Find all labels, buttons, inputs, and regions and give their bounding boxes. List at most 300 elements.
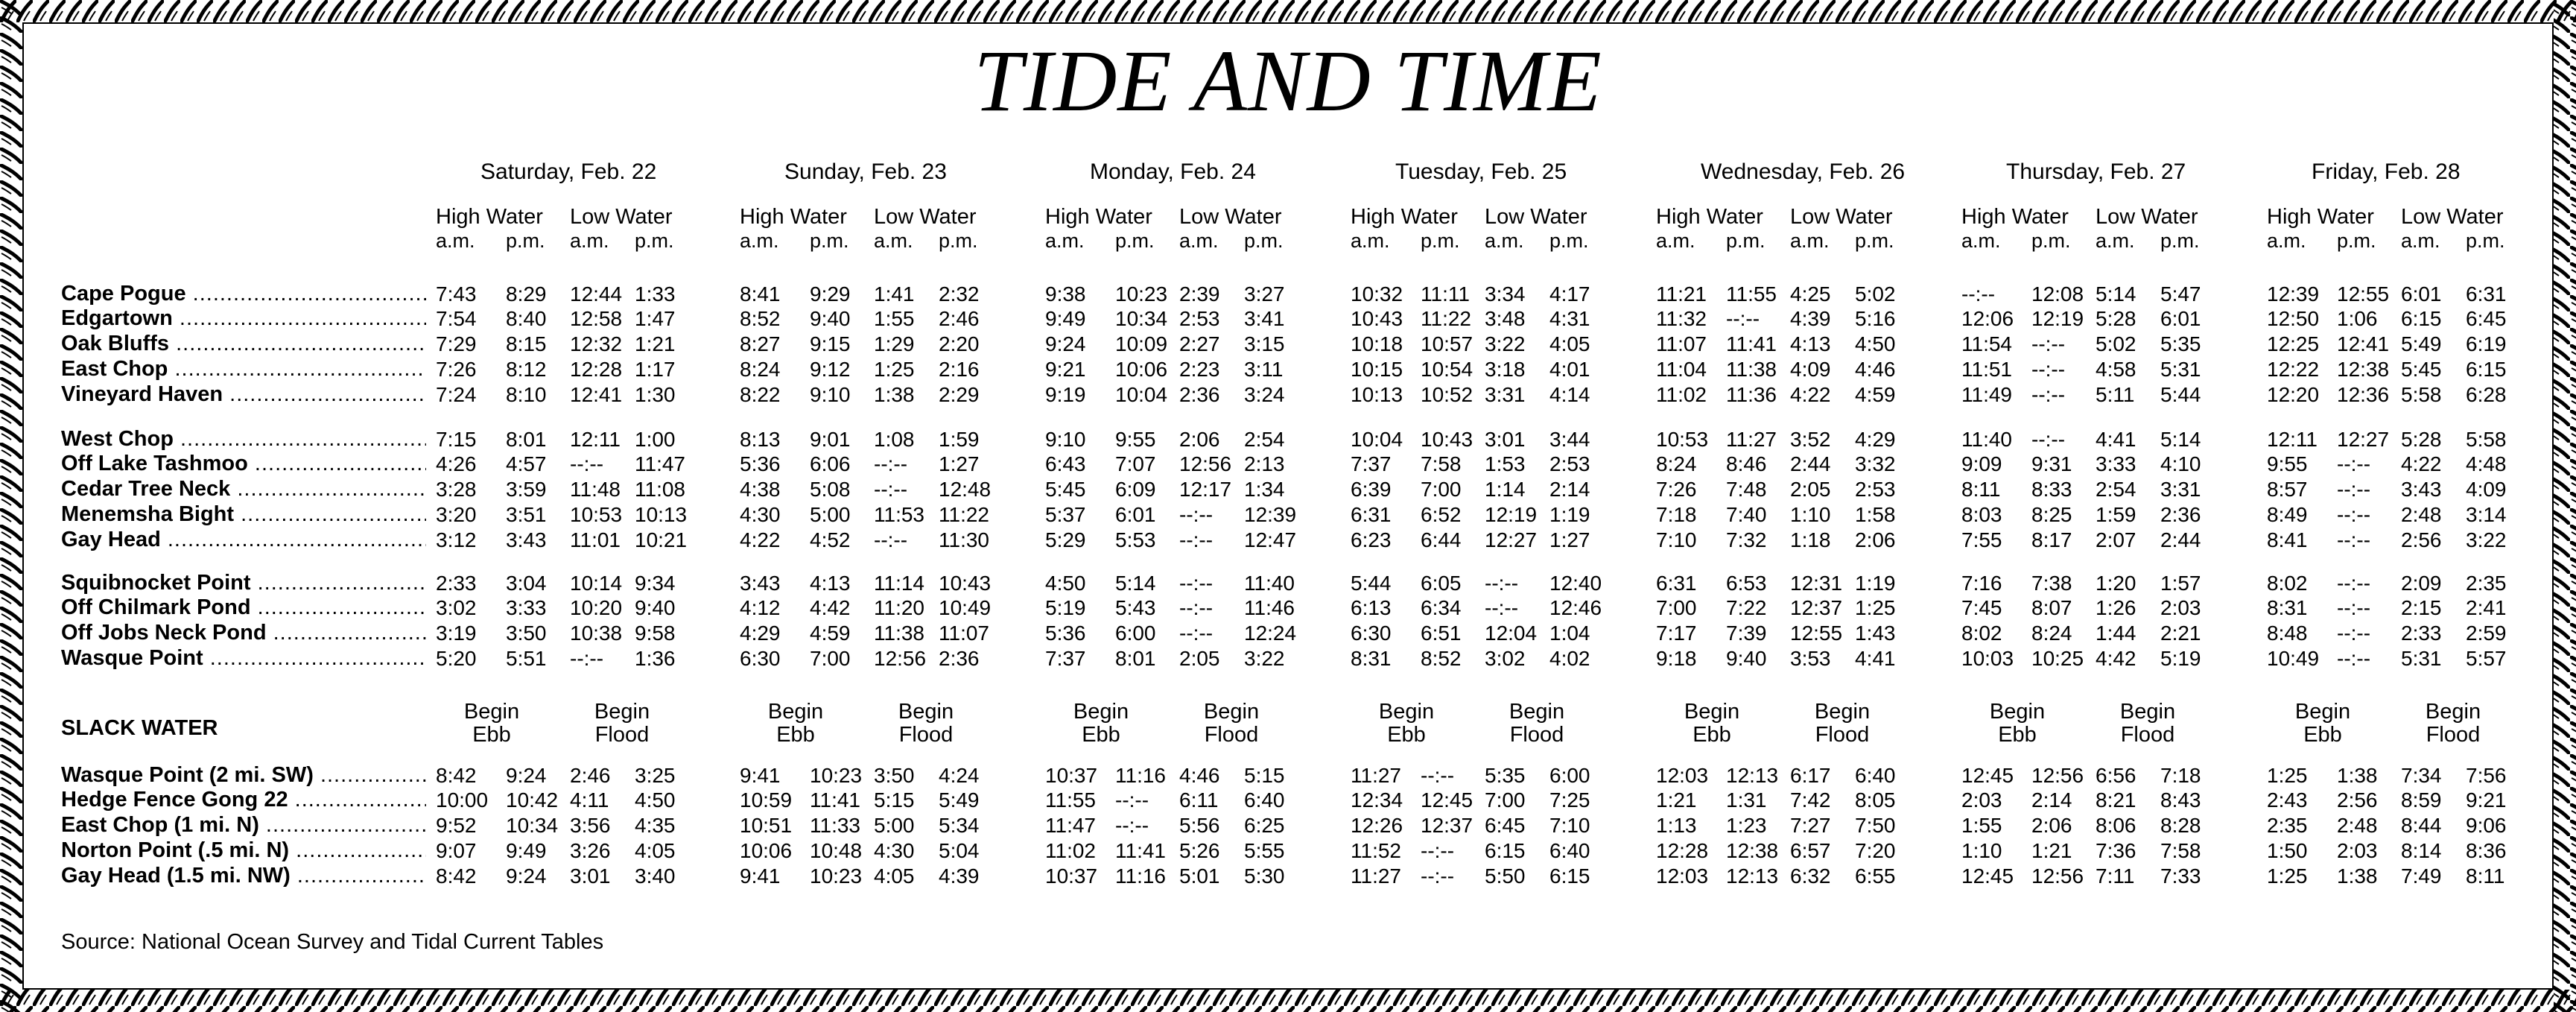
slack-time: 9:41 <box>740 764 781 787</box>
tide-time: 5:36 <box>1045 622 1086 645</box>
location-label: East Chop ..... <box>61 358 426 380</box>
tide-time: --:-- <box>2337 596 2371 619</box>
flood-label: Flood <box>1509 723 1564 747</box>
am-header: a.m. <box>1179 230 1219 252</box>
pm-header: p.m. <box>635 230 674 252</box>
tide-time: 4:14 <box>1549 383 1590 406</box>
slack-time: --:-- <box>1115 788 1149 812</box>
slack-time: 7:10 <box>1549 814 1590 837</box>
slack-time: 6:40 <box>1549 839 1590 862</box>
tide-time: 11:08 <box>635 478 685 501</box>
tide-time: 8:13 <box>740 428 781 451</box>
slack-time: 1:55 <box>1961 814 2002 837</box>
tide-time: --:-- <box>2031 358 2066 381</box>
tide-time: 2:48 <box>2401 503 2442 526</box>
tide-time: 12:44 <box>570 282 623 306</box>
tide-time: 4:13 <box>810 572 851 595</box>
pm-header: p.m. <box>810 230 849 252</box>
tide-time: 5:45 <box>1045 478 1086 501</box>
tide-time: 6:28 <box>2466 383 2507 406</box>
tide-time: 7:43 <box>436 282 477 306</box>
slack-time: 2:14 <box>2031 788 2072 812</box>
tide-time: 11:54 <box>1961 332 2012 355</box>
tide-time: 4:57 <box>506 452 547 475</box>
slack-time: 10:34 <box>506 814 559 837</box>
tide-time: 8:07 <box>2031 596 2072 619</box>
tide-time: 7:24 <box>436 383 477 406</box>
tide-time: 1:47 <box>635 307 676 330</box>
tide-time: 2:53 <box>1549 452 1590 475</box>
tide-time: 12:11 <box>570 428 621 451</box>
pm-header: p.m. <box>1855 230 1894 252</box>
slack-time: 12:37 <box>1421 814 1473 837</box>
tide-time: 4:39 <box>1790 307 1831 330</box>
slack-time: 4:30 <box>874 839 915 862</box>
tide-time: 10:25 <box>2031 647 2084 670</box>
tide-time: 11:48 <box>570 478 621 501</box>
slack-time: 7:50 <box>1855 814 1896 837</box>
tide-time: 7:48 <box>1726 478 1767 501</box>
slack-time: 11:16 <box>1115 764 1166 787</box>
tide-time: 8:33 <box>2031 478 2072 501</box>
tide-time: 12:20 <box>2267 383 2320 406</box>
slack-location-label: East Chop (1 mi. N) ..... <box>61 815 426 836</box>
tide-time: --:-- <box>1485 596 1519 619</box>
tide-time: 2:33 <box>436 572 477 595</box>
tide-time: 8:52 <box>740 307 781 330</box>
pm-header: p.m. <box>2337 230 2376 252</box>
tide-time: 12:11 <box>2267 428 2318 451</box>
tide-time: 6:31 <box>1656 572 1697 595</box>
tide-time: 5:47 <box>2160 282 2201 306</box>
tide-time: 7:15 <box>436 428 477 451</box>
tide-time: 9:40 <box>1726 647 1767 670</box>
am-header: a.m. <box>740 230 779 252</box>
slack-time: 4:05 <box>635 839 676 862</box>
tide-time: 3:19 <box>436 622 477 645</box>
tide-time: 8:57 <box>2267 478 2308 501</box>
begin-ebb-header <box>1965 701 2069 747</box>
tide-time: 6:53 <box>1726 572 1767 595</box>
tide-time: 12:27 <box>1485 528 1538 551</box>
tide-time: 8:03 <box>1961 503 2002 526</box>
tide-time: --:-- <box>2337 503 2371 526</box>
tide-time: 7:00 <box>810 647 851 670</box>
slack-time: 5:00 <box>874 814 915 837</box>
slack-time: 12:13 <box>1726 864 1779 888</box>
tide-time: 3:59 <box>506 478 547 501</box>
tide-time: 6:15 <box>2401 307 2442 330</box>
location-label: Squibnocket Point ..... <box>61 572 426 594</box>
tide-time: 4:26 <box>436 452 477 475</box>
flood-label: Flood <box>1815 723 1870 747</box>
tide-time: 7:16 <box>1961 572 2002 595</box>
tide-time: 6:13 <box>1351 596 1392 619</box>
tide-time: 3:20 <box>436 503 477 526</box>
slack-time: 6:32 <box>1790 864 1831 888</box>
slack-time: 7:56 <box>2466 764 2507 787</box>
tide-time: 9:10 <box>810 383 851 406</box>
tide-time: 5:19 <box>2160 647 2201 670</box>
tide-time: 4:29 <box>740 622 781 645</box>
tide-time: 9:40 <box>635 596 676 619</box>
slack-time: 12:13 <box>1726 764 1779 787</box>
tide-time: --:-- <box>874 528 908 551</box>
am-header: a.m. <box>1961 230 2001 252</box>
slack-time: 10:23 <box>810 764 863 787</box>
slack-time: 7:11 <box>2096 864 2135 888</box>
tide-time: 9:15 <box>810 332 851 355</box>
tide-time: 9:34 <box>635 572 676 595</box>
tide-time: 8:22 <box>740 383 781 406</box>
tide-time: 7:22 <box>1726 596 1767 619</box>
tide-time: 2:56 <box>2401 528 2442 551</box>
slack-time: --:-- <box>1421 764 1455 787</box>
tide-time: 12:08 <box>2031 282 2084 306</box>
ebb-label: Ebb <box>1387 723 1426 747</box>
tide-time: 11:27 <box>1726 428 1777 451</box>
slack-time: --:-- <box>1421 864 1455 888</box>
pm-header: p.m. <box>1244 230 1284 252</box>
tide-time: 10:21 <box>635 528 688 551</box>
tide-time: 2:16 <box>939 358 980 381</box>
slack-time: 12:26 <box>1351 814 1403 837</box>
tide-time: --:-- <box>2337 478 2371 501</box>
tide-time: 11:40 <box>1961 428 2012 451</box>
location-label: Oak Bluffs ..... <box>61 333 426 355</box>
tide-time: 3:28 <box>436 478 477 501</box>
pm-header: p.m. <box>939 230 978 252</box>
tide-time: 1:21 <box>635 332 676 355</box>
tide-time: 9:29 <box>810 282 851 306</box>
tide-time: 10:18 <box>1351 332 1403 355</box>
tide-time: 12:32 <box>570 332 623 355</box>
begin-label: Begin <box>1684 700 1740 724</box>
day-header: Wednesday, Feb. 26 <box>1701 159 1906 184</box>
slack-time: 7:18 <box>2160 764 2201 787</box>
tide-time: 5:49 <box>2401 332 2442 355</box>
tide-time: 2:33 <box>2401 622 2442 645</box>
tide-time: 7:07 <box>1115 452 1156 475</box>
tide-time: 4:59 <box>810 622 851 645</box>
slack-time: 6:40 <box>1244 788 1285 812</box>
tide-time: 3:32 <box>1855 452 1896 475</box>
tide-time: 3:02 <box>1485 647 1526 670</box>
tide-time: 6:39 <box>1351 478 1392 501</box>
tide-time: 10:04 <box>1115 383 1168 406</box>
tide-time: 1:34 <box>1244 478 1285 501</box>
tide-time: 3:01 <box>1485 428 1526 451</box>
slack-time: 5:15 <box>874 788 915 812</box>
location-label: Vineyard Haven ..... <box>61 384 426 405</box>
tide-time: 3:43 <box>506 528 547 551</box>
slack-time: 9:21 <box>2466 788 2507 812</box>
tide-time: 8:02 <box>2267 572 2308 595</box>
slack-time: 6:55 <box>1855 864 1896 888</box>
slack-time: 2:03 <box>2337 839 2378 862</box>
tide-time: 2:53 <box>1179 307 1220 330</box>
slack-location-label: Norton Point (.5 mi. N) ..... <box>61 840 426 861</box>
begin-label: Begin <box>1203 700 1260 724</box>
tide-time: 6:01 <box>1115 503 1156 526</box>
high-water-header: High Water <box>1045 205 1152 229</box>
slack-time: 12:45 <box>1421 788 1473 812</box>
begin-flood-header <box>1485 701 1589 747</box>
begin-flood-header <box>2096 701 2200 747</box>
tide-time: 12:04 <box>1485 622 1538 645</box>
tide-time: 5:14 <box>2160 428 2201 451</box>
tide-time: 4:59 <box>1855 383 1896 406</box>
tide-time: 7:29 <box>436 332 477 355</box>
ebb-label: Ebb <box>1693 723 1731 747</box>
tide-time: 4:09 <box>1790 358 1831 381</box>
slack-time: 2:48 <box>2337 814 2378 837</box>
slack-time: 8:14 <box>2401 839 2442 862</box>
slack-time: 7:33 <box>2160 864 2201 888</box>
begin-flood-header <box>2401 701 2505 747</box>
tide-time: 5:14 <box>2096 282 2136 306</box>
tide-time: 12:47 <box>1244 528 1297 551</box>
tide-time: 11:02 <box>1656 383 1707 406</box>
location-label: Cedar Tree Neck ..... <box>61 478 426 500</box>
tide-time: 6:44 <box>1421 528 1462 551</box>
begin-label: Begin <box>2119 700 2176 724</box>
tide-time: 8:41 <box>2267 528 2308 551</box>
tide-time: --:-- <box>2337 572 2371 595</box>
tide-time: 2:54 <box>1244 428 1285 451</box>
slack-time: 5:30 <box>1244 864 1285 888</box>
slack-time: 10:00 <box>436 788 489 812</box>
flood-label: Flood <box>594 723 650 747</box>
slack-time: 6:00 <box>1549 764 1590 787</box>
tide-time: 2:21 <box>2160 622 2201 645</box>
tide-time: 11:46 <box>1244 596 1295 619</box>
tide-time: 5:02 <box>2096 332 2136 355</box>
tide-time: 12:39 <box>1244 503 1297 526</box>
slack-time: 9:07 <box>436 839 477 862</box>
slack-time: 4:11 <box>570 788 609 812</box>
slack-time: 2:43 <box>2267 788 2308 812</box>
tide-time: 8:24 <box>1656 452 1697 475</box>
slack-time: 11:41 <box>810 788 860 812</box>
begin-ebb-header <box>2271 701 2375 747</box>
tide-time: 10:13 <box>635 503 688 526</box>
ebb-label: Ebb <box>776 723 815 747</box>
tide-time: 3:02 <box>436 596 477 619</box>
tide-time: 6:01 <box>2401 282 2442 306</box>
tide-time: 1:18 <box>1790 528 1831 551</box>
tide-time: 4:25 <box>1790 282 1831 306</box>
slack-time: 11:27 <box>1351 764 1401 787</box>
slack-time: 7:25 <box>1549 788 1590 812</box>
slack-time: 1:13 <box>1656 814 1697 837</box>
am-header: a.m. <box>2267 230 2306 252</box>
tide-time: 3:27 <box>1244 282 1285 306</box>
tide-time: 5:31 <box>2401 647 2442 670</box>
am-header: a.m. <box>2401 230 2440 252</box>
tide-time: 1:27 <box>1549 528 1590 551</box>
begin-label: Begin <box>594 700 650 724</box>
tide-time: 1:55 <box>874 307 915 330</box>
tide-time: --:-- <box>1179 622 1214 645</box>
slack-time: 9:24 <box>506 864 547 888</box>
tide-time: 6:01 <box>2160 307 2201 330</box>
tide-time: 2:07 <box>2096 528 2136 551</box>
tide-time: 5:00 <box>810 503 851 526</box>
tide-time: 9:38 <box>1045 282 1086 306</box>
tide-time: 10:43 <box>939 572 992 595</box>
tide-time: 6:30 <box>740 647 781 670</box>
slack-time: 1:38 <box>2337 864 2378 888</box>
tide-time: 6:15 <box>2466 358 2507 381</box>
tide-time: 2:59 <box>2466 622 2507 645</box>
low-water-header: Low Water <box>874 205 977 229</box>
tide-time: 4:12 <box>740 596 781 619</box>
flood-label: Flood <box>2426 723 2481 747</box>
tide-time: 10:53 <box>1656 428 1709 451</box>
tide-time: 2:14 <box>1549 478 1590 501</box>
slack-time: 6:15 <box>1549 864 1590 888</box>
tide-time: 11:20 <box>874 596 924 619</box>
tide-time: 8:10 <box>506 383 547 406</box>
tide-time: 6:31 <box>1351 503 1392 526</box>
slack-time: 11:52 <box>1351 839 1401 862</box>
slack-time: 5:56 <box>1179 814 1220 837</box>
slack-time: 8:05 <box>1855 788 1896 812</box>
slack-time: 8:42 <box>436 764 477 787</box>
am-header: a.m. <box>570 230 609 252</box>
slack-time: 10:42 <box>506 788 559 812</box>
tide-time: 3:24 <box>1244 383 1285 406</box>
slack-time: 5:04 <box>939 839 980 862</box>
tide-time: 5:44 <box>2160 383 2201 406</box>
tide-time: 12:22 <box>2267 358 2320 381</box>
tide-time: --:-- <box>2337 647 2371 670</box>
tide-time: 5:37 <box>1045 503 1086 526</box>
ebb-label: Ebb <box>1082 723 1120 747</box>
tide-time: 2:06 <box>1855 528 1896 551</box>
slack-time: 8:28 <box>2160 814 2201 837</box>
slack-time: 1:25 <box>2267 864 2308 888</box>
tide-time: 4:48 <box>2466 452 2507 475</box>
tide-time: 4:13 <box>1790 332 1831 355</box>
tide-time: 4:46 <box>1855 358 1896 381</box>
slack-time: 8:06 <box>2096 814 2136 837</box>
tide-time: 3:50 <box>506 622 547 645</box>
pm-header: p.m. <box>1115 230 1155 252</box>
tide-time: 2:54 <box>2096 478 2136 501</box>
tide-time: 1:59 <box>939 428 980 451</box>
tide-time: 9:31 <box>2031 452 2072 475</box>
tide-time: 9:09 <box>1961 452 2002 475</box>
tide-time: 11:07 <box>1656 332 1707 355</box>
day-header: Thursday, Feb. 27 <box>2006 159 2186 184</box>
tide-time: 7:10 <box>1656 528 1697 551</box>
slack-time: 3:26 <box>570 839 611 862</box>
tide-time: 7:38 <box>2031 572 2072 595</box>
tide-time: 11:30 <box>939 528 989 551</box>
tide-time: 4:09 <box>2466 478 2507 501</box>
tide-time: 5:58 <box>2401 383 2442 406</box>
begin-ebb-header <box>1049 701 1153 747</box>
slack-time: 10:59 <box>740 788 793 812</box>
flood-label: Flood <box>1204 723 1259 747</box>
tide-time: 11:49 <box>1961 383 2012 406</box>
tide-time: 8:17 <box>2031 528 2072 551</box>
low-water-header: Low Water <box>1790 205 1893 229</box>
tide-time: 2:13 <box>1244 452 1285 475</box>
slack-time: 12:03 <box>1656 764 1709 787</box>
tide-time: 12:38 <box>2337 358 2390 381</box>
tide-time: 3:43 <box>2401 478 2442 501</box>
slack-time: 6:45 <box>1485 814 1526 837</box>
tide-time: --:-- <box>2337 622 2371 645</box>
begin-flood-header <box>1790 701 1894 747</box>
pm-header: p.m. <box>506 230 545 252</box>
tide-time: 3:41 <box>1244 307 1285 330</box>
slack-time: 5:01 <box>1179 864 1220 888</box>
tide-time: 1:08 <box>874 428 915 451</box>
tide-time: 5:02 <box>1855 282 1896 306</box>
tide-time: 11:47 <box>635 452 685 475</box>
slack-time: 11:16 <box>1115 864 1166 888</box>
tide-time: --:-- <box>2031 332 2066 355</box>
tide-time: 10:57 <box>1421 332 1473 355</box>
tide-time: 10:52 <box>1421 383 1473 406</box>
pm-header: p.m. <box>2160 230 2200 252</box>
tide-time: 2:36 <box>939 647 980 670</box>
tide-time: 5:19 <box>1045 596 1086 619</box>
tide-time: 1:44 <box>2096 622 2136 645</box>
tide-time: 8:24 <box>2031 622 2072 645</box>
tide-time: 12:06 <box>1961 307 2014 330</box>
slack-time: 10:23 <box>810 864 863 888</box>
tide-time: 2:06 <box>1179 428 1220 451</box>
slack-time: 3:01 <box>570 864 611 888</box>
tide-time: 12:41 <box>570 383 623 406</box>
tide-time: 3:18 <box>1485 358 1526 381</box>
slack-time: 1:25 <box>2267 764 2308 787</box>
tide-time: 8:31 <box>2267 596 2308 619</box>
tide-time: 1:06 <box>2337 307 2378 330</box>
tide-time: 9:55 <box>1115 428 1156 451</box>
tide-time: 7:26 <box>436 358 477 381</box>
tide-time: 5:14 <box>1115 572 1156 595</box>
location-label: Off Jobs Neck Pond ..... <box>61 622 426 644</box>
tide-time: 1:58 <box>1855 503 1896 526</box>
tide-time: 7:58 <box>1421 452 1462 475</box>
slack-time: 12:34 <box>1351 788 1403 812</box>
tide-time: --:-- <box>1485 572 1519 595</box>
tide-time: 10:49 <box>939 596 992 619</box>
tide-time: 12:27 <box>2337 428 2390 451</box>
slack-time: 3:56 <box>570 814 611 837</box>
tide-time: 7:32 <box>1726 528 1767 551</box>
slack-time: 4:24 <box>939 764 980 787</box>
location-label: Off Lake Tashmoo ..... <box>61 453 426 475</box>
tide-time: 1:20 <box>2096 572 2136 595</box>
slack-time: 5:26 <box>1179 839 1220 862</box>
tide-time: 6:19 <box>2466 332 2507 355</box>
day-header: Sunday, Feb. 23 <box>784 159 947 184</box>
tide-time: 8:15 <box>506 332 547 355</box>
tide-time: 1:00 <box>635 428 676 451</box>
tide-time: 8:29 <box>506 282 547 306</box>
tide-time: 3:12 <box>436 528 477 551</box>
tide-time: 3:15 <box>1244 332 1285 355</box>
am-header: a.m. <box>1656 230 1695 252</box>
tide-time: --:-- <box>2031 428 2066 451</box>
